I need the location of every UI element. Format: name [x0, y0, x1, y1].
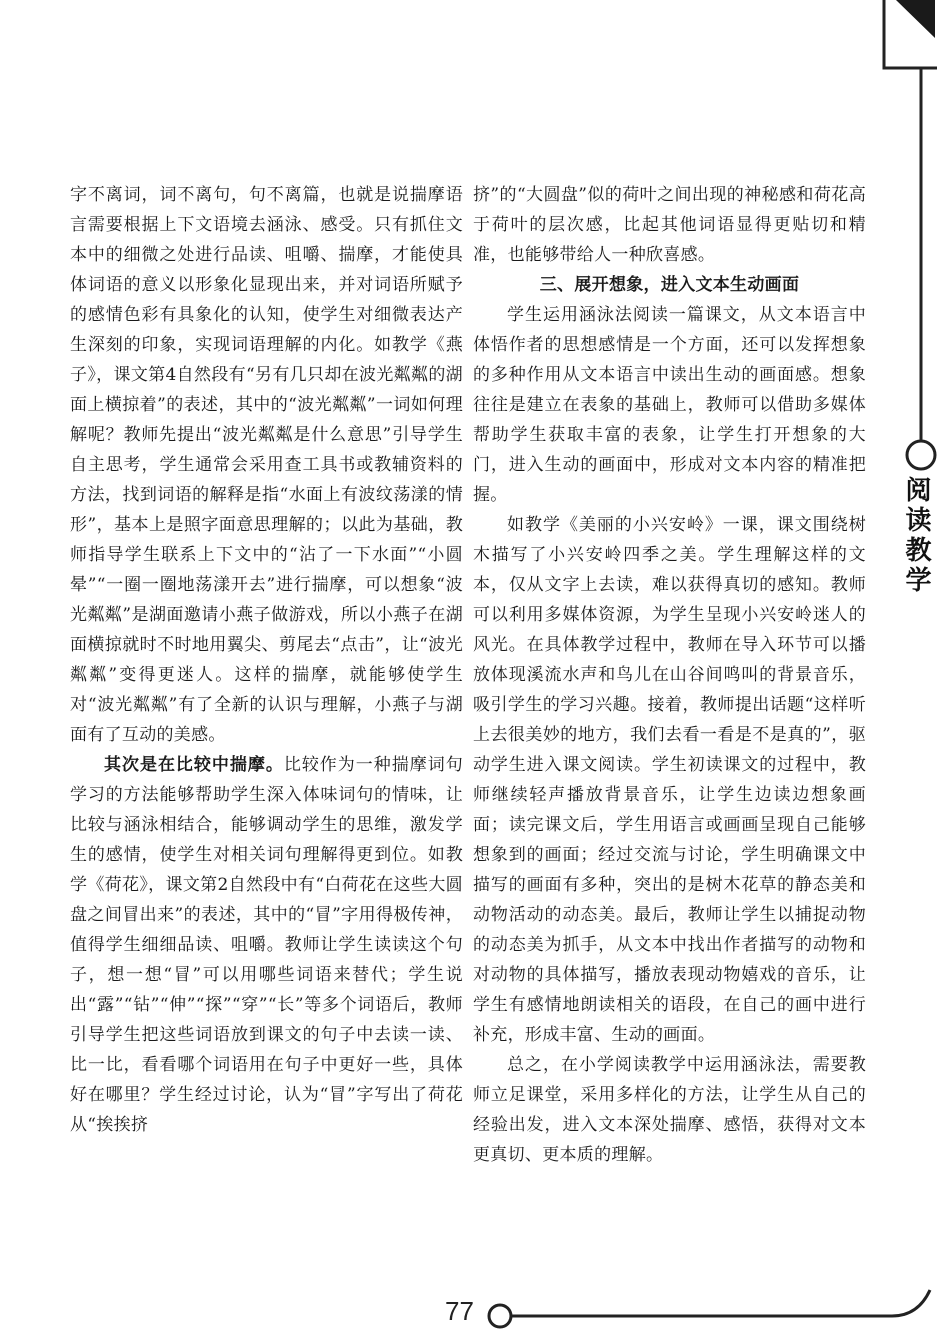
footer-circle-marker: [489, 1305, 511, 1327]
right-paragraph-1: 挤”的“大圆盘”似的荷叶之间出现的神秘感和荷花高于荷叶的层次感，比起其他词语显得更贴切和精准，也能够带给人一种欣喜感。: [473, 185, 866, 265]
side-circle-marker: [907, 441, 935, 469]
page-number: 77: [445, 1296, 474, 1326]
right-column: [473, 180, 866, 1170]
left-paragraph-1: 字不离词，词不离句，句不离篇，也就是说揣摩语言需要根据上下文语境去涵泳、感受。只有抓住文本中的细微之处进行品读、咀嚼、揣摩，才能使具体词语的意义以形象化显现出来，并对词语所赋予的感情色彩有具象化的认知，使学生对细微表达产生深刻的印象，实现词语理解的内化。如教学《燕子》，课文第4自然段有“另有几只却在波光粼粼的湖面上横掠着”的表述，其中的“波光粼粼”一词如何理解呢？教师先提出“波光粼粼是什么意思”引导学生自主思考，学生通常会采用查工具书或教辅资料的方法，找到词语的解释是指“水面上有波纹荡漾的情形”，基本上是照字面意思理解的；以此为基础，教师指导学生联系上下文中的“沾了一下水面”“小圆晕”“一圈一圈地荡漾开去”进行揣摩，可以想象“波光粼粼”是湖面邀请小燕子做游戏，所以小燕子在湖面横掠就时不时地用翼尖、剪尾去“点击”，让“波光粼粼”变得更迷人。这样的揣摩，就能够使学生对“波光粼粼”有了全新的认识与理解，小燕子与湖面有了互动的美感。: [70, 185, 463, 745]
section-side-label: 阅读教学: [901, 476, 931, 596]
left-paragraph-2: [70, 750, 463, 1140]
footer-rule: [511, 1290, 930, 1316]
right-paragraph-4: 总之，在小学阅读教学中运用涵泳法，需要教师立足课堂，采用多样化的方法，让学生从自己的经验出发，进入文本深处揣摩、感悟，获得对文本更真切、更本质的理解。: [473, 1055, 866, 1165]
right-paragraph-2: 学生运用涵泳法阅读一篇课文，从文本语言中体悟作者的思想感情是一个方面，还可以发挥想象的多种作用从文本语言中读出生动的画面感。想象往往是建立在表象的基础上，教师可以借助多媒体帮助学生获取丰富的表象，让学生打开想象的大门，进入生动的画面中，形成对文本内容的精准把握。: [473, 305, 866, 505]
corner-triangle: [896, 0, 935, 38]
left-column: [70, 180, 463, 1140]
right-paragraph-3: 如教学《美丽的小兴安岭》一课，课文围绕树木描写了小兴安岭四季之美。学生理解这样的文本，仅从文字上去读，难以获得真切的感知。教师可以利用多媒体资源，为学生呈现小兴安岭迷人的风光。在具体教学过程中，教师在导入环节可以播放体现溪流水声和鸟儿在山谷间鸣叫的背景音乐，吸引学生的学习兴趣。接着，教师提出话题“这样听上去很美妙的地方，我们去看一看是不是真的”，驱动学生进入课文阅读。学生初读课文的过程中，教师继续轻声播放背景音乐，让学生边读边想象画面；读完课文后，学生用语言或画画呈现自己能够想象到的画面；经过交流与讨论，学生明确课文中描写的画面有多种，突出的是树木花草的静态美和动物活动的动态美。最后，教师让学生以捕捉动物的动态美为抓手，从文本中找出作者描写的动物和对动物的具体描写，播放表现动物嬉戏的音乐，让学生有感情地朗读相关的语段，在自己的画中进行补充，形成丰富、生动的画面。: [473, 515, 866, 1045]
paragraph-body: 比较作为一种揣摩词句学习的方法能够帮助学生深入体味词句的情味，让比较与涵泳相结合，能够调动学生的思维，激发学生的感情，使学生对相关词句理解得更到位。如教学《荷花》，课文第2自然段中有“白荷花在这些大圆盘之间冒出来”的表述，其中的“冒”字用得极传神，值得学生细细品读、咀嚼。教师让学生读读这个句子，想一想“冒”可以用哪些词语来替代；学生说出“露”“钻”“伸”“探”“穿”“长”等多个词语后，教师引导学生把这些词语放到课文的句子中去读一读、比一比，看看哪个词语用在句子中更好一些，具体好在哪里？学生经过讨论，认为“冒”字写出了荷花从“挨挨挤: [70, 755, 464, 1135]
paragraph-lead-phrase: 其次是在比较中揣摩。: [104, 755, 284, 775]
section-heading: 三、展开想象，进入文本生动画面: [539, 275, 800, 295]
